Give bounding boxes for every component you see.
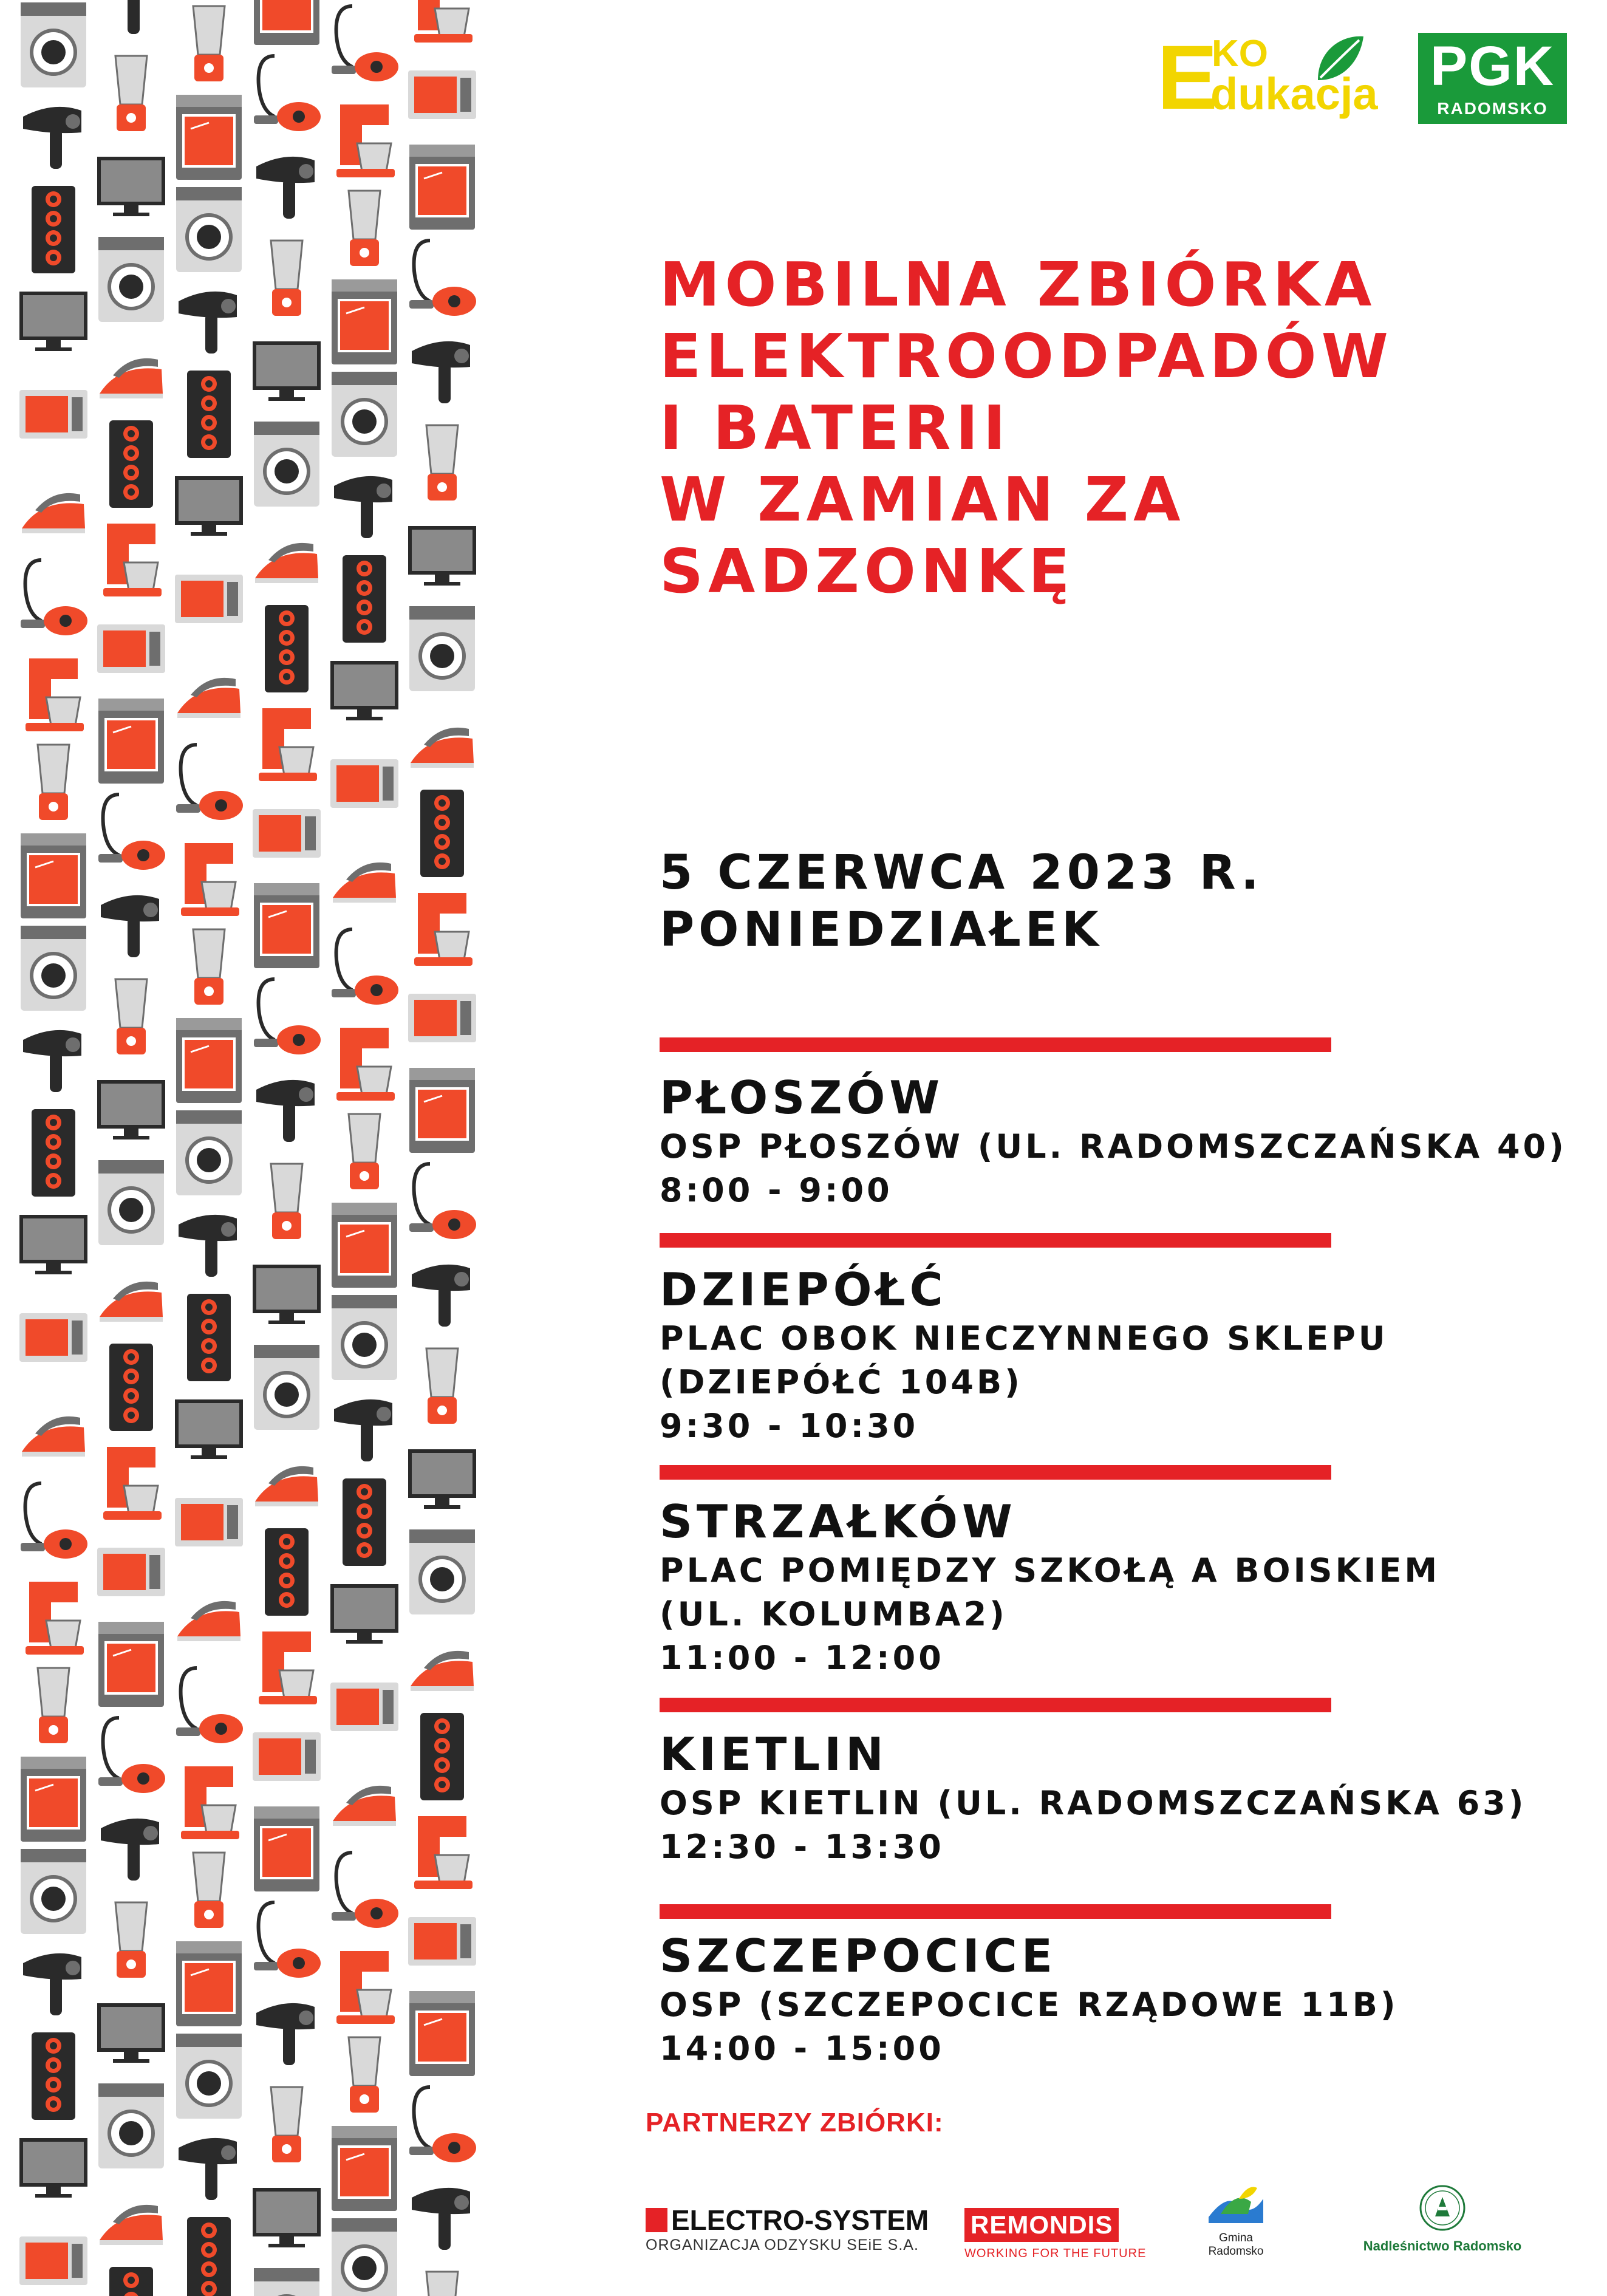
vacuum-cleaner-icon [254,1902,321,1978]
mixer-icon [181,843,239,916]
title-line: I BATERII [660,392,1011,463]
stop-address: OSP PŁOSZÓW (UL. RADOMSZCZAŃSKA 40) [660,1127,1567,1166]
event-date [660,844,1571,958]
iron-icon [411,728,474,768]
electro-system-subtitle: ORGANIZACJA ODZYSKU SEiE S.A. [646,2236,919,2253]
blender-icon [426,425,458,501]
tv-icon [253,2188,321,2247]
tv-icon [253,1265,321,1324]
oven-icon [176,95,242,180]
microwave-icon [408,70,476,119]
blender-icon [193,929,225,1005]
iron-icon [177,678,241,718]
iron-icon [255,1466,318,1506]
tv-icon [175,1399,243,1459]
vacuum-cleaner-icon [176,745,243,820]
vacuum-cleaner-icon [332,929,398,1005]
stop-time: 14:00 - 15:00 [660,2029,944,2068]
speaker-icon [343,1478,386,1566]
iron-icon [333,863,396,903]
stop-time: 12:30 - 13:30 [660,1828,944,1866]
vacuum-cleaner-icon [176,1668,243,1743]
stop-kietlin [660,1727,1571,1869]
mixer-icon [181,1766,239,1839]
blender-icon [349,2037,380,2113]
header-logos [1157,26,1567,129]
speaker-icon [187,371,231,458]
oven-icon [254,883,319,968]
ekoedukacja-logo-ko: KO [1212,33,1268,75]
electro-system-mark-icon [646,2208,667,2232]
washing-machine-icon [21,2,86,87]
microwave-icon [97,1548,165,1596]
remondis-name: REMONDIS [964,2208,1119,2242]
stop-address: (DZIEPÓŁĆ 104B) [660,1363,1023,1401]
speaker-icon [32,1109,75,1197]
title-line: MOBILNA ZBIÓRKA [660,249,1377,320]
blender-icon [115,1902,147,1978]
tv-icon [97,157,165,216]
speaker-icon [109,420,153,508]
hair-dryer-icon [101,0,159,34]
title-line: ELEKTROODPADÓW [660,321,1393,392]
iron-icon [255,543,318,583]
vacuum-cleaner-icon [332,6,398,81]
hair-dryer-icon [412,341,470,403]
stop-address: OSP KIETLIN (UL. RADOMSZCZAŃSKA 63) [660,1784,1527,1822]
speaker-icon [109,1344,153,1431]
iron-icon [333,1786,396,1826]
hair-dryer-icon [412,1265,470,1327]
oven-icon [21,833,86,918]
stop-name: SZCZEPOCICE [660,1929,1057,1983]
washing-machine-icon [254,422,319,507]
vacuum-cleaner-icon [254,56,321,131]
mixer-icon [336,1951,395,2024]
washing-machine-icon [21,1849,86,1934]
stop-dziepolc [660,1262,1571,1448]
washing-machine-icon [332,1295,397,1380]
stop-address: PLAC POMIĘDZY SZKOŁĄ A BOISKIEM [660,1551,1441,1590]
washing-machine-icon [332,372,397,457]
microwave-icon [253,1732,321,1781]
gmina-line2: Radomsko [1208,2245,1264,2258]
stop-address: PLAC OBOK NIECZYNNEGO SKLEPU [660,1319,1388,1358]
iron-icon [411,1651,474,1691]
hair-dryer-icon [256,1080,315,1142]
stop-name: STRZAŁKÓW [660,1495,1017,1548]
blender-icon [271,1164,302,1239]
mixer-icon [414,893,473,966]
oven-icon [21,1757,86,1842]
washing-machine-icon [409,1529,475,1614]
speaker-icon [32,2032,75,2120]
vacuum-cleaner-icon [98,794,165,870]
speaker-icon [343,555,386,643]
vacuum-cleaner-icon [21,560,87,635]
appliance-pattern-strip [15,0,482,2296]
mixer-icon [414,0,473,43]
speaker-icon [32,186,75,273]
stop-time: 9:30 - 10:30 [660,1407,919,1445]
stop-address: OSP (SZCZEPOCICE RZĄDOWE 11B) [660,1986,1399,2024]
microwave-icon [253,809,321,858]
mixer-icon [259,1631,317,1704]
blender-icon [115,56,147,131]
title-line: SADZONKĘ [660,536,1075,607]
partners-heading: PARTNERZY ZBIÓRKI: [646,2108,944,2137]
washing-machine-icon [98,237,164,322]
iron-icon [100,2205,163,2245]
remondis-tagline: WORKING FOR THE FUTURE [964,2247,1147,2260]
hair-dryer-icon [23,1953,81,2015]
mixer-icon [26,658,84,731]
oven-icon [98,1622,164,1707]
stop-strzalkow [660,1494,1571,1680]
vacuum-cleaner-icon [409,1164,476,1239]
oven-icon [409,145,475,230]
microwave-icon [97,624,165,673]
stop-ploszow [660,1070,1571,1212]
washing-machine-icon [176,187,242,272]
blender-icon [115,979,147,1054]
hair-dryer-icon [179,2138,237,2200]
iron-icon [22,493,85,533]
red-divider [660,1904,1331,1919]
stop-time: 11:00 - 12:00 [660,1639,944,1677]
tv-icon [19,2138,87,2198]
red-divider [660,1233,1331,1248]
appliance-pattern-icons [15,0,482,2296]
hair-dryer-icon [334,1399,392,1461]
hair-dryer-icon [23,107,81,169]
oven-icon [332,2126,397,2211]
mixer-icon [414,1816,473,1889]
pgk-radomsko-logo [1418,33,1567,124]
nadlesnictwo-name: Nadleśnictwo Radomsko [1363,2238,1522,2253]
nadlesnictwo-logo [1351,2184,1534,2254]
ekoedukacja-logo-dukacja: dukacja [1210,69,1378,119]
title-line: W ZAMIAN ZA [660,464,1186,535]
microwave-icon [175,1498,243,1546]
speaker-icon [109,2267,153,2296]
hair-dryer-icon [101,1819,159,1881]
blender-icon [271,2087,302,2162]
forestry-emblem-icon [1418,2184,1467,2232]
oven-icon [254,0,319,45]
tv-icon [408,526,476,586]
mixer-icon [103,1447,162,1520]
vacuum-cleaner-icon [409,2087,476,2162]
tv-icon [19,292,87,351]
blender-icon [38,745,69,820]
iron-icon [100,358,163,398]
oven-icon [176,1941,242,2026]
speaker-icon [265,1528,309,1616]
washing-machine-icon [98,1160,164,1245]
tv-icon [330,661,398,720]
iron-icon [100,1282,163,1322]
mixer-icon [26,1582,84,1655]
hair-dryer-icon [179,1215,237,1277]
blender-icon [38,1668,69,1743]
ekoedukacja-logo-e: E [1157,26,1218,128]
tv-icon [330,1584,398,1644]
washing-machine-icon [332,2218,397,2296]
electro-system-logo [646,2204,929,2255]
washing-machine-icon [409,606,475,691]
hair-dryer-icon [334,476,392,538]
hair-dryer-icon [23,1030,81,1092]
hair-dryer-icon [256,2003,315,2065]
blender-icon [349,1114,380,1189]
red-divider [660,1037,1331,1052]
blender-icon [271,241,302,316]
stop-name: KIETLIN [660,1727,888,1781]
microwave-icon [330,759,398,808]
tv-icon [253,341,321,401]
stop-name: DZIEPÓŁĆ [660,1263,947,1316]
oven-icon [176,1018,242,1103]
weekday-text: PONIEDZIAŁEK [660,903,1103,957]
microwave-icon [330,1683,398,1731]
microwave-icon [408,994,476,1042]
blender-icon [193,1853,225,1928]
oven-icon [409,1068,475,1153]
stop-name: PŁOSZÓW [660,1071,944,1124]
tv-icon [19,1215,87,1274]
tv-icon [97,1080,165,1139]
washing-machine-icon [21,926,86,1011]
pgk-logo-text: PGK [1430,35,1555,97]
oven-icon [332,279,397,364]
blender-icon [349,191,380,266]
microwave-icon [408,1917,476,1966]
poster-title [660,249,1571,607]
speaker-icon [187,2217,231,2296]
washing-machine-icon [176,1110,242,1195]
hair-dryer-icon [256,157,315,219]
blender-icon [193,6,225,81]
vacuum-cleaner-icon [21,1483,87,1559]
red-divider [660,1465,1331,1480]
oven-icon [254,1806,319,1891]
blender-icon [426,2272,458,2296]
date-text: 5 CZERWCA 2023 R. [660,846,1263,900]
vacuum-cleaner-icon [332,1853,398,1928]
washing-machine-icon [254,2268,319,2296]
microwave-icon [19,1313,87,1362]
electro-system-name: ELECTRO-SYSTEM [671,2204,929,2236]
microwave-icon [19,2236,87,2285]
washing-machine-icon [176,2034,242,2119]
iron-icon [22,1416,85,1457]
pgk-logo-subtext: RADOMSKO [1437,99,1548,118]
stop-time: 8:00 - 9:00 [660,1171,893,1209]
speaker-icon [187,1294,231,1381]
hair-dryer-icon [412,2188,470,2250]
hair-dryer-icon [179,292,237,354]
tv-icon [175,476,243,536]
tv-icon [408,1449,476,1509]
vacuum-cleaner-icon [98,1718,165,1793]
mixer-icon [336,104,395,177]
leaf-icon [1312,32,1366,92]
blender-icon [426,1348,458,1424]
mixer-icon [259,708,317,781]
vacuum-cleaner-icon [254,979,321,1054]
tv-icon [97,2003,165,2063]
iron-icon [177,1601,241,1641]
gmina-line1: Gmina [1219,2232,1253,2244]
vacuum-cleaner-icon [409,241,476,316]
hair-dryer-icon [101,895,159,957]
washing-machine-icon [254,1345,319,1430]
stop-address: (UL. KOLUMBA2) [660,1595,1008,1633]
speaker-icon [265,605,309,692]
speaker-icon [420,1713,464,1800]
oven-icon [98,699,164,784]
remondis-logo [964,2208,1147,2261]
speaker-icon [420,790,464,877]
gmina-radomsko-logo [1190,2181,1281,2258]
stop-szczepocice [660,1929,1571,2071]
washing-machine-icon [98,2083,164,2168]
oven-icon [332,1203,397,1288]
oven-icon [409,1991,475,2076]
mixer-icon [103,524,162,596]
gmina-emblem-icon [1203,2181,1269,2229]
microwave-icon [175,575,243,623]
microwave-icon [19,390,87,439]
red-divider [660,1698,1331,1712]
mixer-icon [336,1028,395,1101]
